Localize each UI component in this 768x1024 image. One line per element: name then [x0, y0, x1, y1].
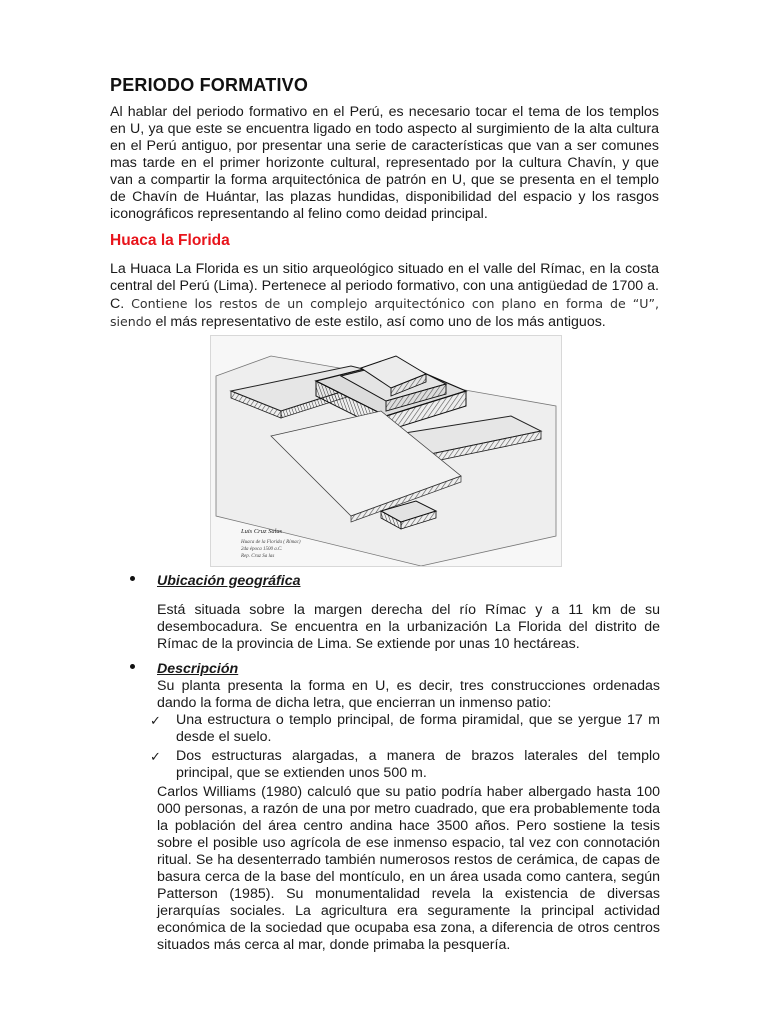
bullet-heading-ubicacion: Ubicación geográfica — [157, 573, 301, 589]
bullet-heading-descripcion: Descripción — [157, 661, 239, 677]
huaca-drawing-figure — [210, 335, 562, 567]
bullet-text-ubicacion: Está situada sobre la margen derecha del río Rímac y a 11 km de su desembocadura. Se encuentra en la urbanización La Florida del distrito de Rímac de la provincia de Lima. Se extiende por unas 10 hectáreas. — [157, 602, 660, 652]
bullet-text-descripcion-2: Carlos Williams (1980) calculó que su patio podría haber albergado hasta 100 000 personas, a razón de una por metro cuadrado, que era probablemente toda la población del área centro andina hace 3500 años. Pero sostiene la tesis sobre el posible uso agrícola de ese inmenso espacio, tal vez con connotación ritual. Se ha desenterrado también numerosos restos de cerámica, de capas de basura cerca de la base del montículo, en un área usada como cantera, según Patterson (1985). Su monumentalidad revela la existencia de diversas jerarquías sociales. La agricultura era seguramente la principal actividad económica de la sociedad que ocupaba esa zona, a diferencia de otros centros situados más cerca al mar, donde primaba la pesquería. — [157, 784, 660, 953]
section-paragraph-part3: el más representativo de este estilo, así como uno de los más antiguos. — [151, 314, 606, 330]
figure-caption-line-1: Huaca de la Florida ( Rímac) — [241, 540, 301, 545]
figure-signature: Luis Cruz Salas — [241, 528, 283, 535]
check-list — [150, 712, 660, 782]
figure-caption-line-3: Rep. Cruz Sa las — [241, 554, 275, 559]
bullet-dot-icon — [130, 576, 135, 581]
check-text: Dos estructuras alargadas, a manera de brazos laterales del templo principal, que se extienden unos 500 m. — [176, 748, 660, 781]
huaca-drawing — [211, 336, 561, 566]
check-list-item — [150, 712, 660, 746]
section-paragraph-part2: Contiene los restos de un complejo arquitectónico con plano en forma de “U”, siendo — [110, 296, 659, 329]
check-list-item — [150, 748, 660, 782]
figure-caption-line-2: 2da época 1500 a.C. — [241, 547, 283, 552]
bullet-ubicacion — [130, 572, 660, 653]
section-title: Huaca la Florida — [110, 232, 230, 249]
intro-paragraph: Al hablar del periodo formativo en el Perú, es necesario tocar el tema de los templos en U, ya que este se encuentra ligado en todo aspecto al surgimiento de la alta cultura en el Perú antiguo, por presentar una serie de características que van a ser comunes mas tarde en el primer horizonte cultural, representado por la cultura Chavín, y que van a compartir la forma arquitectónica de patrón en U, que se presenta en el templo de Chavín de Huántar, las plazas hundidas, disponibilidad del espacio y los rasgos iconográficos representando al felino como deidad principal. — [110, 104, 659, 222]
check-icon: ✓ — [150, 713, 161, 728]
bullet-descripcion — [130, 660, 660, 954]
bullet-text-descripcion: Su planta presenta la forma en U, es decir, tres construcciones ordenadas dando la forma de dicha letra, que encierran un inmenso patio: — [157, 678, 660, 711]
check-icon: ✓ — [150, 749, 161, 764]
check-text: Una estructura o templo principal, de forma piramidal, que se yergue 17 m desde el suelo. — [176, 712, 660, 745]
page-title: PERIODO FORMATIVO — [110, 75, 309, 95]
section-paragraph — [110, 261, 659, 331]
bullet-dot-icon — [130, 664, 135, 669]
section-paragraph-part1: La Huaca La Florida es un sitio arqueológico situado en el valle del Rímac, en la costa central del Perú (Lima). Pertenece al periodo formativo, con una antigüedad de 1700 a. C. — [110, 261, 659, 312]
